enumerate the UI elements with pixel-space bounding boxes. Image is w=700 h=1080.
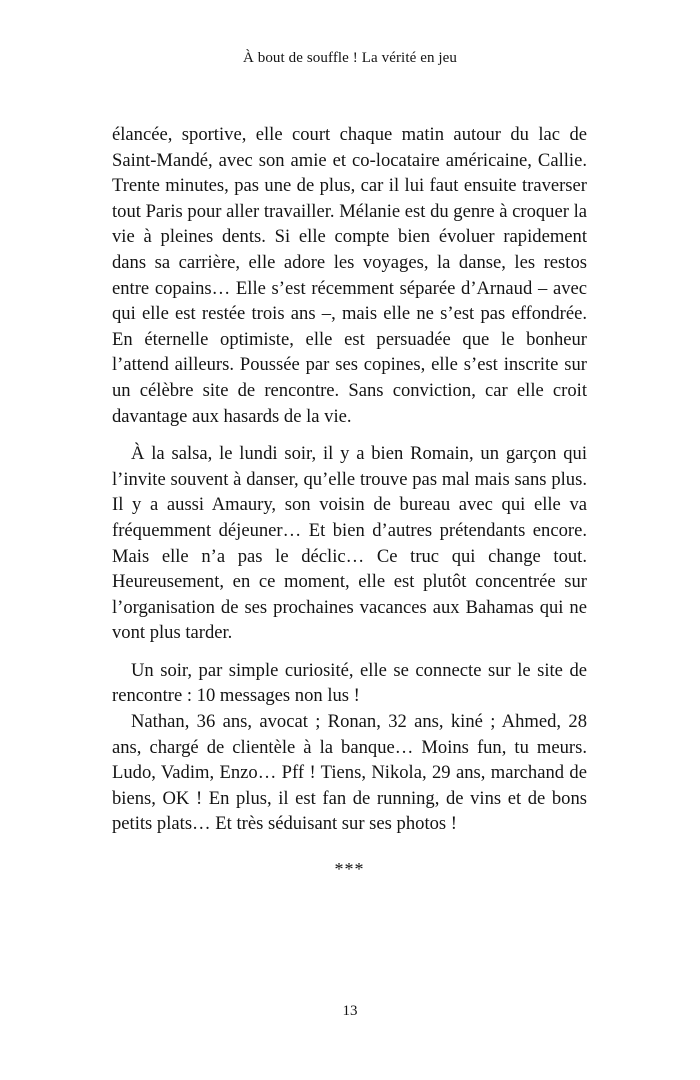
paragraph-4: Nathan, 36 ans, avocat ; Ronan, 32 ans, kiné ; Ahmed, 28 ans, chargé de clientèle à la banque… Moins fun, tu meurs. Ludo, Vadim, Enzo… Pff ! Tiens, Nikola, 29 ans, marchand de biens, OK ! En plus, il est fan de running, de vins et de bons petits plats… Et très séduisant sur ses photos ! — [112, 711, 587, 835]
section-separator: *** — [334, 859, 365, 880]
paragraph-3: Un soir, par simple curiosité, elle se connecte sur le site de rencontre : 10 messages non lus ! — [112, 659, 587, 707]
page-number: 13 — [342, 1003, 358, 1019]
chapter-text — [112, 122, 587, 883]
paragraph-2: À la salsa, le lundi soir, il y a bien Romain, un garçon qui l’invite souvent à danser, qu’elle trouve pas mal mais sans plus. Il y a aussi Amaury, son voisin de bureau avec qui elle va fréquemment déjeuner… Et bien d’autres prétendants encore. Mais elle n’a pas le déclic… Ce truc qui change tout. Heureusement, en ce moment, elle est plutôt concentrée sur l’organisation de ses prochaines vacances aux Bahamas qui ne vont plus tarder. — [112, 443, 587, 644]
paragraph-1: élancée, sportive, elle court chaque matin autour du lac de Saint-Mandé, avec son amie et co-locataire américaine, Callie. Trente minutes, pas une de plus, car il lui faut ensuite traverser tout Paris pour aller travailler. Mélanie est du genre à croquer la vie à pleines dents. Si elle compte bien évoluer rapidement dans sa carrière, elle adore les voyages, la danse, les restos entre copains… Elle s’est récemment séparée d’Arnaud – avec qui elle est restée trois ans –, mais elle ne s’est pas effondrée. En éternelle optimiste, elle est persuadée que le bonheur l’attend ailleurs. Poussée par ses copines, elle s’est inscrite sur un célèbre site de rencontre. Sans conviction, car elle croit davantage aux hasards de la vie. — [112, 124, 587, 427]
running-header: À bout de souffle ! La vérité en jeu — [242, 50, 458, 66]
